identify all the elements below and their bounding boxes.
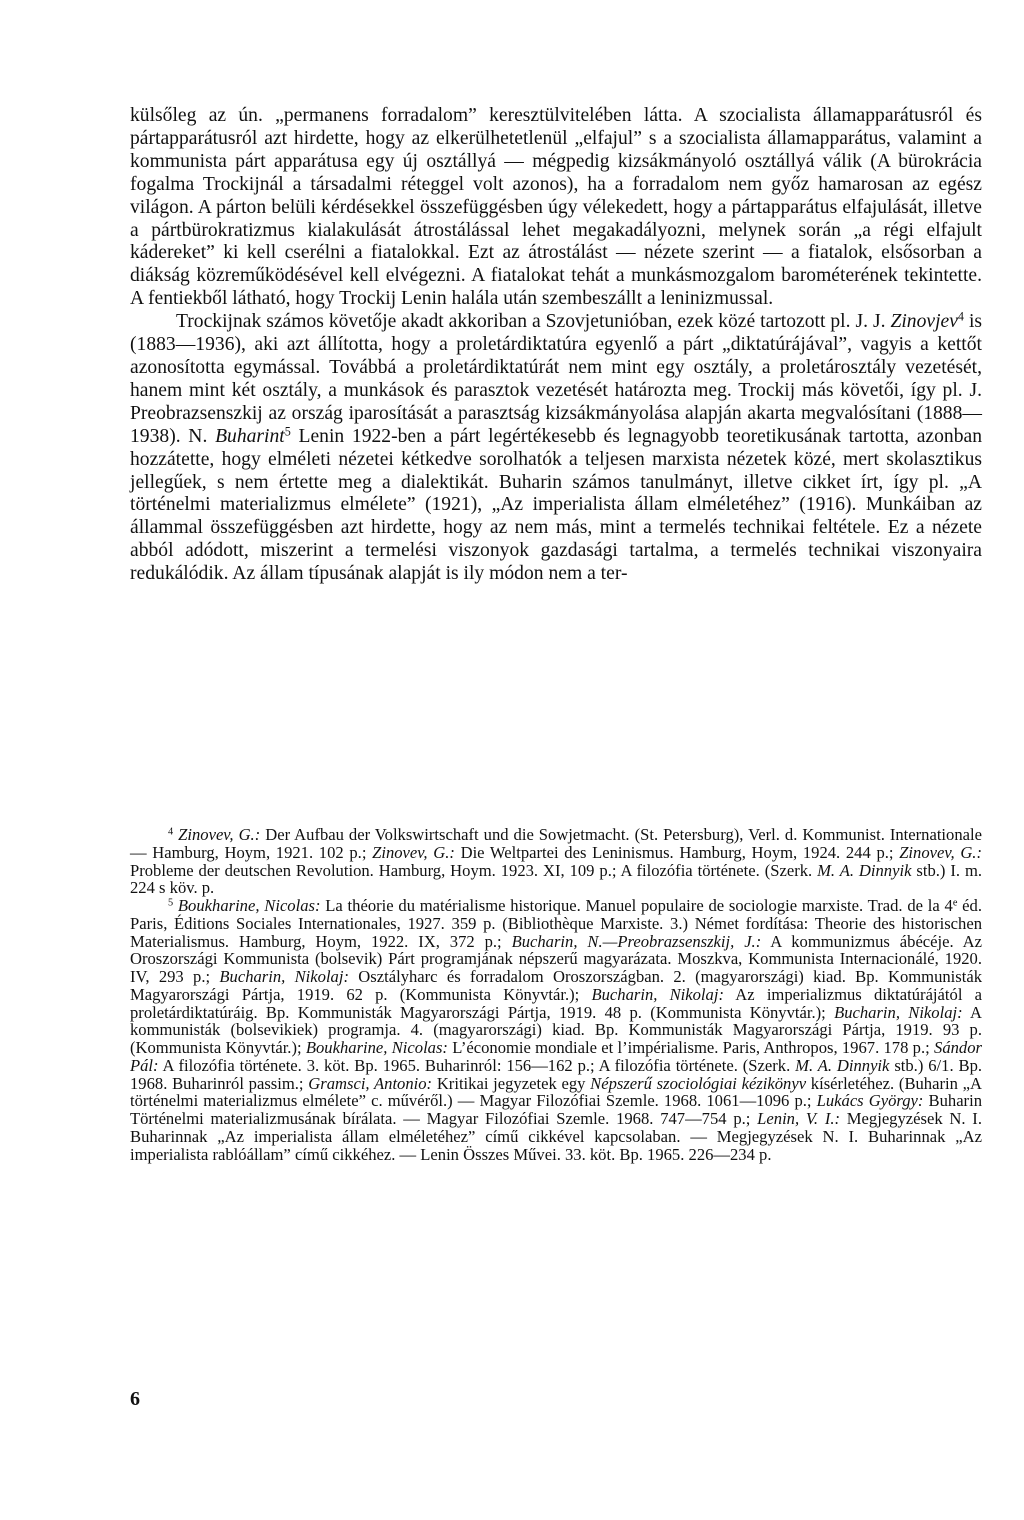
citation-author: Zinovev, G.:	[372, 842, 455, 862]
citation-author: Lenin, V. I.:	[757, 1109, 841, 1128]
citation-author: Zinovev, G.:	[899, 842, 982, 862]
citation-author: Népszerű szociológiai kézikönyv	[590, 1073, 807, 1093]
paragraph-2-text-c: Lenin 1922-ben a párt legértékesebb és legnagyobb teoretikusának tartotta, azonban hozzátette, hogy elméleti nézetei kétkedve sorolhatók a teljesen marxista nézetek közé, mert skolasztikus jellegűek, s nem értette meg a dialektikát. Buharin számos tanulmányt, illetve cikket írt, így pl. „A történelmi materializmus elmélete” (1921), „Az imperialista állam elméletéhez” (1916). Munkáiban az állammal összefüggésben azt hirdette, hogy az nem más, mint a termelés technikai feltétele. Ez a nézete abból adódott, miszerint a termelési viszonyok gazdasági tartalma, a termelés technikai viszonyaira redukálódik. Az állam típusának alapját is ily módon nem a ter-	[130, 425, 982, 585]
footnotes	[130, 826, 982, 1163]
footnote-ref-4: 4	[957, 309, 964, 324]
citation-text: Die Weltpartei des Leninismus. Hamburg, Hoym, 1924. 244 p.;	[454, 842, 900, 862]
citation-author: Bucharin, Nikolaj:	[834, 1002, 963, 1022]
citation-text: La théorie du matérialisme historique. Manuel populaire de sociologie marxiste. Trad. de la 4	[320, 896, 953, 915]
citation-text: A filozófia története. 3. köt. Bp. 1965. Buharinról: 156—162 p.; A filozófia története. (Szerk.	[158, 1055, 796, 1075]
footnote-4	[130, 826, 982, 897]
citation-text: Az imperializmus diktatúrájától a proletárdiktatúráig. Bp. Kommunisták Magyarországi Pártja, 1919. 48 p. (Kommunista Könyvtár.);	[130, 984, 982, 1022]
citation-author: Boukharine, Nicolas:	[305, 1038, 448, 1057]
citation-author: Bucharin, N.—Preobrazsenszkij, J.:	[511, 931, 762, 951]
citation-text: Probleme der deutschen Revolution. Hamburg, Hoym. 1923. XI, 109 p.; A filozófia története. (Szerk.	[130, 860, 818, 880]
citation-author: Sándor Pál:	[130, 1038, 982, 1075]
citation-text: Megjegyzések N. I. Buharinnak „Az imperialista állam elméletéhez” című cikkével kapcsolaban. — Megjegyzések N. I. Buharinnak „Az imperialista rablóállam” című cikkéhez. — Lenin Összes Művei. 33. köt. Bp. 1965. 226—234 p.	[130, 1109, 982, 1164]
citation-author: M. A. Dinnyik	[795, 1055, 890, 1075]
citation-author: Gramsci, Antonio:	[308, 1073, 433, 1093]
citation-text: Kritikai jegyzetek egy	[432, 1073, 591, 1093]
citation-text: Der Aufbau der Volkswirtschaft und die Sowjetmacht. (St. Petersburg), Verl. d. Kommunist. Internationale — Hamburg, Hoym, 1921. 102 p.;	[130, 825, 982, 862]
footnote-4-number: 4	[168, 826, 174, 838]
citation-text: éd. Paris, Éditions Sociales Internationales, 1927. 359 p. (Bibliothèque Marxiste. 3.) Német fordítása: Theorie des historischen Materialismus. Hamburg, Hoym, 1922. IX, 372 p.;	[130, 896, 982, 951]
citation-text: A kommunisták (bolsevikiek) programja. 4. (magyarországi) kiad. Bp. Kommunisták Magyarországi Pártja, 1919. 93 p. (Kommunista Könyvtár.);	[130, 1002, 982, 1057]
citation-text: stb.) I. m. 224 s köv. p.	[130, 860, 983, 898]
footnote-5-body	[130, 896, 982, 1164]
citation-text: Buharin Történelmi materializmusának bírálata. — Magyar Filozófiai Szemle. 1968. 747—754 p.;	[130, 1091, 982, 1128]
citation-text: kísérletéhez. (Buharin „A történelmi materializmus elmélete” c. művéről.) — Magyar Filozófiai Szemle. 1968. 1061—1096 p.;	[130, 1073, 982, 1111]
author-name-zinovjev: Zinovjev	[890, 311, 958, 333]
citation-text: stb.) 6/1. Bp. 1968. Buharinról passim.;	[130, 1055, 983, 1093]
footnote-4-body	[130, 825, 982, 897]
citation-author: Zinovev, G.:	[178, 825, 261, 844]
citation-author: Bucharin, Nikolaj:	[219, 967, 349, 986]
footnote-5	[130, 897, 982, 1163]
citation-text: L’économie mondiale et l’impérialisme. Paris, Anthropos, 1967. 178 p.;	[447, 1038, 935, 1057]
paragraph-2-text-a: Trockijnak számos követője akadt akkoriban a Szovjetunióban, ezek közé tartozott pl. J. J.	[176, 311, 891, 333]
citation-author: M. A. Dinnyik	[817, 860, 912, 880]
citation-text: Osztályharc és forradalom Oroszországban. 2. (magyarországi) kiad. Bp. Kommunisták Magyarországi Pártja, 1919. 62 p. (Kommunista Könyvtár.);	[130, 967, 983, 1004]
citation-author: Boukharine, Nicolas:	[177, 896, 321, 915]
paragraph-1: külsőleg az ún. „permanens forradalom” keresztülvitelében látta. A szocialista államapparátusról és pártapparátusról azt hirdette, hogy az elkerülhetetlenül „elfajul” s a szocialista államapparátus, valamint a kommunista párt apparátusa egy új osztállyá — mégpedig kizsákmányoló osztállyá válik (A bürokrácia fogalma Trockijnál a társadalmi réteggel volt azonos), ha a forradalom nem győz hamarosan az egész világon. A párton belüli kérdésekkel összefüggésben úgy vélekedett, hogy a pártapparátus elfajulását, illetve a pártbürokratizmus kialakulását átrostálással lehet megakadályozni, melynek során „a régi elfajult kádereket” ki kell cserélni a fiatalokkal. Ezt az átrostálást — nézete szerint — a fiatalok, elsősorban a diákság közreműködésével kell elvégezni. A fiatalokat tehát a munkásmozgalom barométerének tekintette. A fentiekből látható, hogy Trockij Lenin halála után szembeszállt a leninizmussal.	[130, 105, 982, 310]
author-name-buharin: Buharint	[215, 425, 285, 447]
main-text	[130, 105, 982, 586]
paragraph-2	[130, 311, 982, 586]
citation-text: A kommunizmus ábécéje. Az Oroszországi Kommunista (bolsevik) Párt programjának népszerű magyarázata. Moszkva, Kommunista Internacionálé, 1920. IV, 293 p.;	[130, 931, 983, 986]
citation-author: Lukács György:	[816, 1091, 924, 1111]
footnote-5-number: 5	[168, 897, 174, 909]
citation-text: e	[952, 897, 958, 909]
citation-author: Bucharin, Nikolaj:	[591, 984, 724, 1004]
footnote-ref-5: 5	[284, 424, 291, 439]
page-number: 6	[130, 1388, 140, 1410]
paragraph-2-text-b: is (1883—1936), aki azt állította, hogy a proletárdiktatúra egyenlő a párt „diktatúrájával”, vagyis a kettőt azonosította egymással. Továbbá a proletárdiktatúrát nem mint egy osztály, a proletárosztály vezetését, hanem mint két osztály, a munkások és parasztok vezetését határozta meg. Trockij más követői, így pl. J. Preobrazsenszkij az ország iparosítását a parasztság kizsákmányolása alapján akarta megvalósítani (1888—1938). N.	[130, 311, 983, 447]
